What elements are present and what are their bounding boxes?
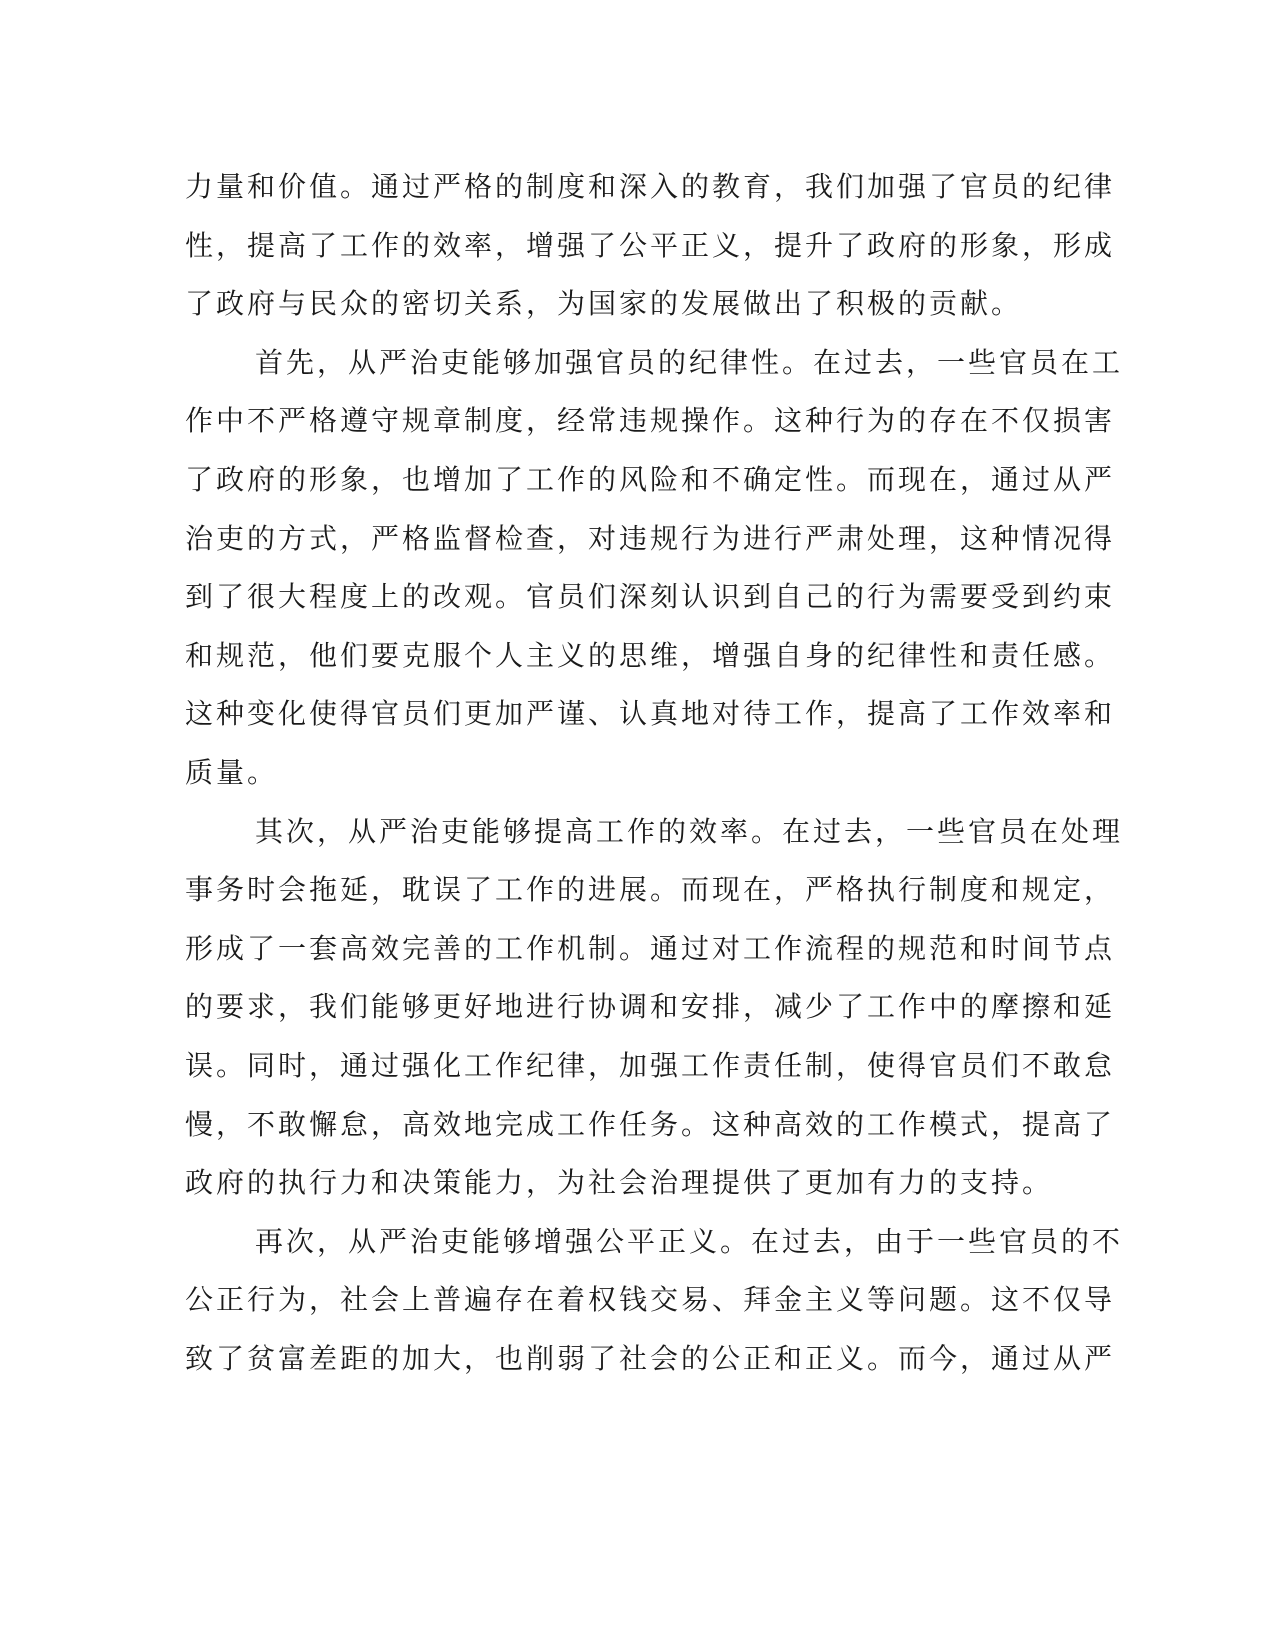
text-line: 性，提高了工作的效率，增强了公平正义，提升了政府的形象，形成 <box>185 228 1116 262</box>
text-line: 事务时会拖延，耽误了工作的进展。而现在，严格执行制度和规定， <box>185 873 1116 907</box>
paragraph-4 <box>185 1213 1124 1389</box>
text-line: 误。同时，通过强化工作纪律，加强工作责任制，使得官员们不敢怠 <box>185 1048 1116 1082</box>
text-line: 再次，从严治吏能够增强公平正义。在过去，由于一些官员的不 <box>255 1224 1124 1258</box>
text-line: 慢，不敢懈怠，高效地完成工作任务。这种高效的工作模式，提高了 <box>185 1107 1116 1141</box>
text-line: 的要求，我们能够更好地进行协调和安排，减少了工作中的摩擦和延 <box>185 990 1116 1024</box>
document-body <box>185 158 1124 1388</box>
text-line: 其次，从严治吏能够提高工作的效率。在过去，一些官员在处理 <box>255 814 1124 848</box>
text-line: 治吏的方式，严格监督检查，对违规行为进行严肃处理，这种情况得 <box>185 521 1116 555</box>
text-line: 这种变化使得官员们更加严谨、认真地对待工作，提高了工作效率和 <box>185 697 1116 731</box>
text-line: 了政府的形象，也增加了工作的风险和不确定性。而现在，通过从严 <box>185 462 1116 496</box>
paragraph-1 <box>185 158 1116 334</box>
paragraph-2 <box>185 334 1124 803</box>
text-line: 政府的执行力和决策能力，为社会治理提供了更加有力的支持。 <box>185 1166 1054 1200</box>
text-line: 首先，从严治吏能够加强官员的纪律性。在过去，一些官员在工 <box>255 345 1124 379</box>
text-line: 和规范，他们要克服个人主义的思维，增强自身的纪律性和责任感。 <box>185 638 1116 672</box>
text-line: 致了贫富差距的加大，也削弱了社会的公正和正义。而今，通过从严 <box>185 1341 1116 1375</box>
text-line: 作中不严格遵守规章制度，经常违规操作。这种行为的存在不仅损害 <box>185 404 1116 438</box>
paragraph-3 <box>185 803 1124 1213</box>
text-line: 公正行为，社会上普遍存在着权钱交易、拜金主义等问题。这不仅导 <box>185 1283 1116 1317</box>
text-line: 到了很大程度上的改观。官员们深刻认识到自己的行为需要受到约束 <box>185 580 1116 614</box>
text-line: 力量和价值。通过严格的制度和深入的教育，我们加强了官员的纪律 <box>185 170 1116 203</box>
text-line: 质量。 <box>185 755 279 789</box>
text-line: 了政府与民众的密切关系，为国家的发展做出了积极的贡献。 <box>185 287 1023 321</box>
text-line: 形成了一套高效完善的工作机制。通过对工作流程的规范和时间节点 <box>185 931 1116 965</box>
